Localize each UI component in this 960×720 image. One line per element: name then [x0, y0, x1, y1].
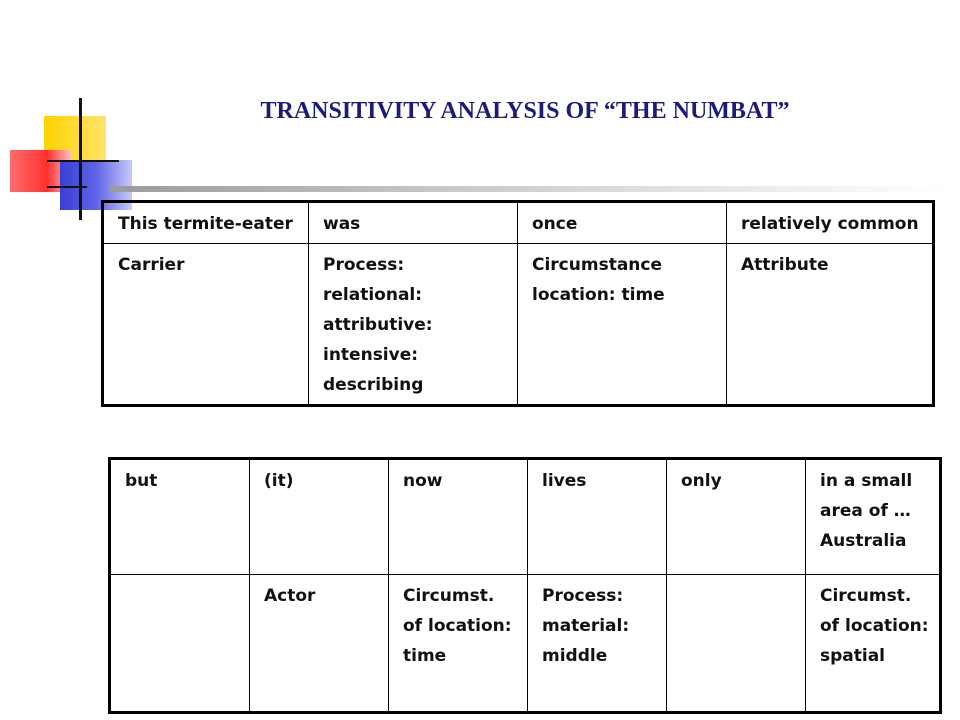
decorative-vertical-line [79, 98, 82, 220]
table-cell: Circumstance location: time [518, 244, 727, 406]
decorative-horizontal-line-short [47, 186, 87, 188]
table-cell: Carrier [103, 244, 309, 406]
table-cell: but [110, 459, 250, 575]
table-cell: (it) [250, 459, 389, 575]
table-cell: relatively common [727, 202, 934, 244]
table-row-words [103, 202, 934, 244]
table-cell [667, 575, 806, 713]
table-cell: lives [528, 459, 667, 575]
decorative-horizontal-line [47, 160, 119, 162]
table-row-words [110, 459, 941, 575]
table-cell: only [667, 459, 806, 575]
table-cell: This termite-eater [103, 202, 309, 244]
slide-title: TRANSITIVITY ANALYSIS OF “THE NUMBAT” [260, 98, 790, 124]
table-cell: in a small area of … Australia [806, 459, 941, 575]
table-row-analysis [110, 575, 941, 713]
table-cell: Circumst. of location: spatial [806, 575, 941, 713]
table-cell [110, 575, 250, 713]
title-underline-rule [110, 186, 950, 192]
transitivity-table-clause-2 [108, 457, 942, 714]
table-cell: Actor [250, 575, 389, 713]
table-cell: Attribute [727, 244, 934, 406]
table-cell: once [518, 202, 727, 244]
transitivity-table-clause-1 [101, 200, 935, 407]
table-cell: was [309, 202, 518, 244]
table-cell: Circumst. of location: time [389, 575, 528, 713]
table-cell: now [389, 459, 528, 575]
table-cell: Process: relational: attributive: intensive: describing [309, 244, 518, 406]
table-row-analysis [103, 244, 934, 406]
table-cell: Process: material: middle [528, 575, 667, 713]
